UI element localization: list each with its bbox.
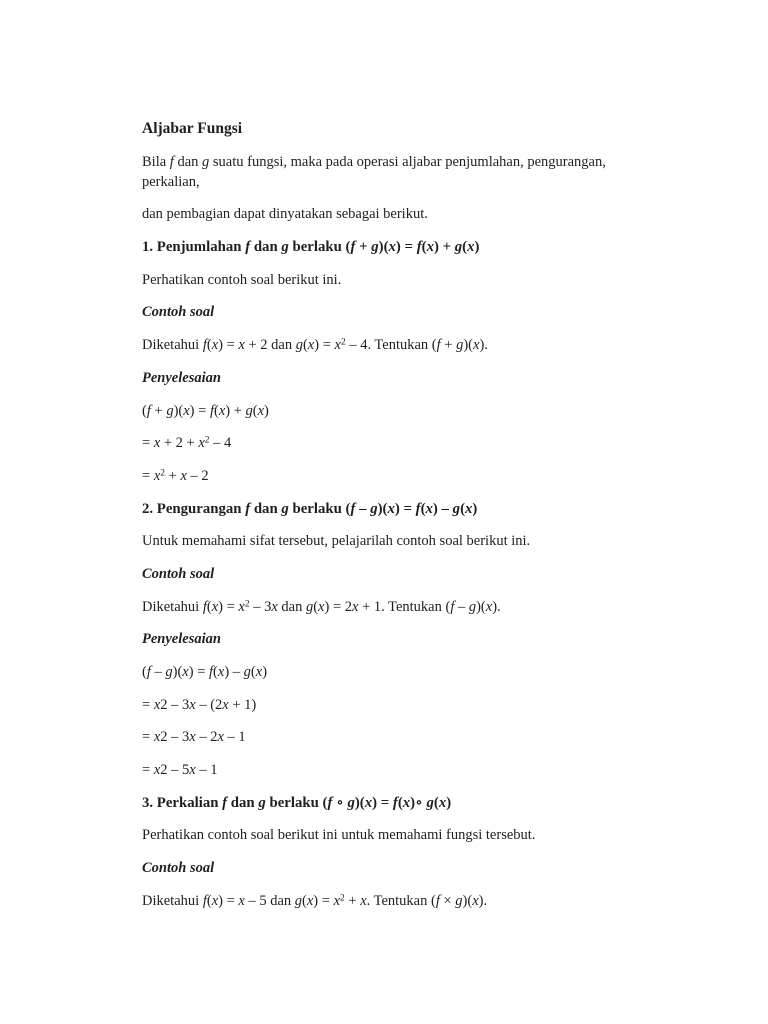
text-run: dan [250,239,282,256]
text-run: Contoh soal [142,565,215,582]
body-paragraph [142,204,657,224]
text-run: ( [252,402,258,419]
text-run: x [153,762,161,779]
superscript: 2 [204,435,210,446]
text-run: x [153,467,161,484]
text-run: x [182,664,189,680]
text-run: ) = [218,892,239,909]
text-run: 3. Perkalian [142,794,223,811]
superscript: 2 [340,893,345,904]
text-run: g [454,239,463,256]
text-run: + [355,239,372,256]
example-heading [142,858,657,878]
text-run: berlaku ( [288,239,351,256]
body-paragraph [142,531,657,551]
text-run: dan [173,153,203,170]
text-run: f [209,664,214,680]
example-heading [142,302,657,322]
text-run: Contoh soal [142,304,215,321]
text-run: f [450,598,455,615]
text-run: Untuk memahami sifat tersebut, pelajarilah contoh soal berikut ini. [142,533,531,550]
superscript: 2 [160,468,165,479]
text-run: )( [476,598,486,615]
text-run: g [295,337,303,354]
text-run: x [402,794,411,811]
text-run: f [435,892,440,909]
text-run: x [255,664,263,680]
text-run: x [438,794,447,811]
text-run: ( [397,794,403,811]
text-run: f [202,337,207,354]
section-heading [142,793,657,813]
text-run: x [472,892,479,909]
text-run: – 4. Tentukan ( [345,337,437,354]
text-run: g [347,794,355,811]
text-run: g [165,664,173,680]
text-run: = [142,762,154,779]
text-run: 2 – 5 [160,762,190,779]
text-run: ) [446,794,452,811]
text-run: ) = [313,892,334,909]
math-line [142,466,657,486]
text-run: ( [433,794,439,811]
text-run: f [169,153,174,170]
text-run: – 2 [186,467,209,484]
body-paragraph [142,270,657,290]
text-run: 1. Penjumlahan [142,239,246,256]
text-run: x [217,729,224,746]
text-run: ( [142,664,147,680]
text-run: )( [378,239,389,256]
text-run: x [189,762,196,779]
text-run: g [371,239,379,256]
text-run: ) + [225,402,246,419]
text-run: x [238,337,245,354]
text-run: x [473,337,480,354]
text-run: x [485,598,493,615]
text-run: x [198,435,205,452]
text-run: g [294,892,303,909]
text-run: – 1 [195,762,218,779]
text-run: g [426,794,434,811]
text-run: x [189,729,196,746]
text-run: x [426,239,434,256]
example-heading [142,629,657,649]
text-run: ) = [372,794,393,811]
text-run: x [189,696,196,713]
text-run: dan pembagian dapat dinyatakan sebagai berikut. [142,206,428,223]
text-run: x [333,892,340,909]
text-run: ) = [395,239,417,256]
text-run: )( [462,892,473,909]
text-run: + [150,402,167,419]
text-run: x [271,598,278,615]
superscript: 2 [340,337,346,348]
text-run: f [146,402,151,419]
text-run: g [243,664,251,680]
text-run: x [465,500,473,517]
text-run: ( [206,337,212,354]
text-run: Diketahui [142,337,203,354]
text-run: x [307,337,315,354]
text-run: f [416,239,422,256]
text-run: x [238,598,245,615]
text-run: Penyelesaian [142,631,221,648]
body-paragraph [142,597,657,617]
text-run: ( [302,892,307,909]
text-run: ) + [433,239,455,256]
text-run: x [318,598,325,615]
text-run: g [281,500,289,517]
text-run: ( [302,337,308,354]
text-run: ( [460,500,465,517]
text-run: – 3 [249,598,272,615]
text-run: = [142,435,154,452]
text-run: g [452,500,461,517]
text-run: ) = [314,337,335,354]
text-run: dan [250,500,282,517]
section-heading [142,237,657,257]
math-line [142,401,657,421]
text-run: 2 – 3 [160,729,190,746]
text-run: – [150,664,166,680]
text-run: ( [213,664,218,680]
text-run: Perhatikan contoh soal berikut ini. [142,271,342,288]
text-run: )( [172,664,183,680]
text-run: x [467,239,475,256]
text-run: ( [462,239,468,256]
text-run: + 2 dan [244,337,296,354]
text-run: + 2 + [160,435,199,452]
text-run: – (2 [195,696,223,713]
body-paragraph [142,152,657,192]
text-run: Penyelesaian [142,369,221,386]
text-run: suatu fungsi, maka pada operasi aljabar penjumlahan, pengurangan, perkalian, [142,153,606,190]
text-run: ) = [394,500,416,517]
text-run: – 2 [195,729,218,746]
text-run: ) [474,239,480,256]
text-run: f [222,794,228,811]
text-run: berlaku ( [265,794,328,811]
text-run: g [281,239,289,256]
text-run: g [245,402,253,419]
math-line [142,433,657,453]
text-run: f [202,892,207,909]
text-run: f [245,500,251,517]
text-run: – 4 [209,435,232,452]
text-run: )( [173,402,184,419]
text-run: )( [463,337,474,354]
example-heading [142,368,657,388]
text-run: g [468,598,477,615]
text-run: ∘ [332,794,348,811]
section-heading [142,499,657,519]
text-run: x [222,696,229,713]
example-heading [142,564,657,584]
text-run: ( [313,598,319,615]
text-run: x [425,500,433,517]
text-run: = [142,467,154,484]
text-run: x [387,500,395,517]
text-run: f [245,239,251,256]
body-paragraph [142,891,657,911]
text-run: x [183,402,190,419]
text-run: g [305,598,314,615]
math-line [142,695,657,715]
text-run: g [455,892,463,909]
text-run: x [218,402,226,419]
text-run: )∘ [410,794,427,811]
text-run: ) = [188,664,209,680]
text-run: f [327,794,333,811]
document-title [142,119,657,139]
text-run: ) = 2 [324,598,352,615]
text-run: g [456,337,464,354]
text-run: ). [492,598,501,615]
math-line [142,662,657,682]
text-run: – [355,500,371,517]
text-run: f [209,402,214,419]
text-run: x [153,435,161,452]
text-run: × [439,892,456,909]
text-run: )( [354,794,365,811]
text-run: ) = [189,402,210,419]
text-run: – [454,598,469,615]
text-run: x [257,402,265,419]
text-run: ) = [218,337,239,354]
text-run: + [165,467,181,484]
text-run: ( [213,402,219,419]
text-run: – 5 dan [244,892,295,909]
text-run: x [334,337,341,354]
text-run: x [211,337,219,354]
text-run: g [202,153,210,170]
text-run: x [352,598,359,615]
text-run: ) = [218,598,239,615]
text-run: + [440,337,457,354]
text-run: x [364,794,373,811]
text-run: f [146,664,151,680]
text-run: ( [206,892,212,909]
text-run: ( [142,402,147,419]
text-run: Diketahui [142,598,203,615]
body-paragraph [142,825,657,845]
text-run: f [202,598,207,615]
text-run: f [415,500,421,517]
text-run: Contoh soal [142,860,215,877]
text-run: 2 – 3 [160,696,190,713]
text-run: x [238,892,245,909]
text-run: ) [262,664,268,680]
math-line [142,727,657,747]
text-run: f [350,500,356,517]
text-run: + 1. Tentukan ( [358,598,451,615]
text-run: ) – [432,500,453,517]
text-run: ( [420,500,426,517]
text-run: x [180,467,187,484]
text-run: x [217,664,225,680]
text-run: ( [421,239,427,256]
text-run: f [350,239,356,256]
text-run: ( [250,664,256,680]
text-run: x [360,892,367,909]
text-run: . Tentukan ( [366,892,436,909]
text-run: dan [227,794,259,811]
text-run: g [166,402,174,419]
text-run: x [306,892,314,909]
text-run: ) – [224,664,244,680]
body-paragraph [142,335,657,355]
text-run: ). [479,337,488,354]
text-run: berlaku ( [288,500,351,517]
text-run: f [436,337,441,354]
text-run: x [211,892,219,909]
text-run: x [388,239,396,256]
document-content [142,119,657,924]
text-run: Aljabar Fungsi [142,120,243,137]
text-run: ). [478,892,488,909]
text-run: Diketahui [142,892,203,909]
text-run: x [153,696,161,713]
superscript: 2 [244,599,250,610]
text-run: g [258,794,266,811]
text-run: )( [377,500,388,517]
text-run: dan [277,598,306,615]
text-run: Perhatikan contoh soal berikut ini untuk memahami fungsi tersebut. [142,827,536,844]
text-run: = [142,696,154,713]
text-run: – 1 [223,729,246,746]
text-run: ) [264,402,269,419]
text-run: ) [472,500,478,517]
text-run: f [392,794,398,811]
text-run: = [142,729,154,746]
text-run: + [344,892,361,909]
text-run: x [153,729,161,746]
text-run: + 1) [228,696,257,713]
text-run: g [370,500,378,517]
text-run: x [211,598,219,615]
math-line [142,760,657,780]
text-run: Bila [142,153,170,170]
text-run: 2. Pengurangan [142,500,246,517]
text-run: ( [206,598,212,615]
